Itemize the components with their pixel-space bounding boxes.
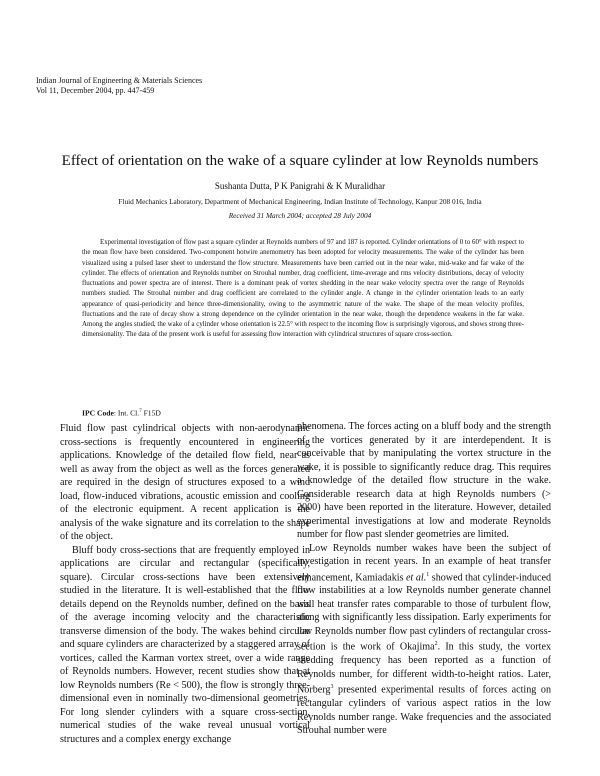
abstract: Experimental investigation of flow past a square cylinder at Reynolds numbers of 97 and 187 is reported. Cylinder orientations of 0 to 60° with respect to the mean flow have been considered. Two-component hotwire anemometry has been adopted for velocity measurements. The wake of the cylinder has been visualized using a pulsed laser sheet to understand the flow structure. Measurements have been carried out in the near wake, mid-wake and far wake of the cylinder. The effects of orientation and Reynolds number on Strouhal number, drag coefficient, time-average and rms velocity distributions, decay of velocity fluctuations and power spectra are of interest. There is a dominant peak of vortex shedding in the near wake velocity spectra over the range of Reynolds numbers studied. The Strouhal number and drag coefficient are correlated to the cylinder angle. A change in the cylinder orientation leads to an early appearance of quasi-periodicity and hence three-dimensionality, owing to the asymmetric nature of the wake. The shape of the mean velocity profiles, fluctuations and the rate of decay show a strong dependence on the cylinder orientation in the near wake, though the dependence weakens in the far wake. Among the angles studied, the wake of a cylinder whose orientation is 22.5° with respect to the incoming flow is surprisingly vigorous, and shows strong three-dimensionality. The data of the present work is useful for assessing flow interaction with cylindrical structures of square cross-section.	[82, 239, 524, 339]
citation-2: 2	[434, 641, 438, 648]
author-affiliation: Fluid Mechanics Laboratory, Department of Mechanical Engineering, Indian Institute of Technology, Kanpur 208 016, India	[118, 197, 482, 206]
ipc-label: IPC Code	[82, 408, 114, 418]
citation-3: 3	[330, 684, 334, 691]
ipc-superscript: 7	[139, 409, 142, 414]
journal-header	[36, 76, 202, 96]
text-run: Low Reynolds number wakes have been the subject of investigation in recent years. In an example of heat transfer enhancement, Kamiadakis	[297, 542, 551, 583]
ipc-code	[82, 407, 161, 418]
left-column	[60, 422, 310, 746]
journal-name: Indian Journal of Engineering & Materials Sciences	[36, 76, 203, 85]
journal-volume: Vol 11, December 2004, pp. 447-459	[36, 86, 155, 95]
citation-1: 1	[426, 571, 430, 578]
body-paragraph: phenomena. The forces acting on a bluff body and the strength of the vortices generated by it are interdependent. It is conceivable that by manipulating the vortex structure in the wake, it is possible to significantly reduce drag. This requires a knowledge of the detailed flow structure in the wake. Considerable research data at high Reynolds numbers (> 2000) have been reported in the literature. However, detailed experimental investigations at low and moderate Reynolds number for flow past slender geometries are limited.	[297, 421, 551, 540]
body-paragraph: Fluid flow past cylindrical objects with non-aerodynamic cross-sections is frequently encountered in engineering applications. Knowledge of the detailed flow field, near as well as away from the object as well as the forces generated are required in the design of structures exposed to a wind load, flow-induced vibrations, acoustic emission and cooling of the electronic equipment. A recent application is the analysis of the wake signature and its correlation to the shape of the object.	[60, 423, 310, 542]
et-al: et al.	[406, 571, 427, 583]
ipc-value: : Int. Cl.	[113, 408, 140, 418]
text-run: showed that cylinder-induced flow instabilities at a low Reynolds number generate channel wall heat transfer rates comparable to those of turbulent flow, along with significantly less dissipation. Early experiments for low Reynolds number flow past cylinders of rectangular cross-section is the work of Okajima	[297, 571, 551, 653]
right-column	[297, 420, 551, 738]
paper-authors: Sushanta Dutta, P K Panigrahi & K Muralidhar	[214, 181, 386, 191]
text-run: presented experimental results of forces acting on rectangular cylinders of various aspect ratios in the low Reynolds number range. Wake frequencies and the associated Strouhal number were	[297, 684, 551, 737]
body-paragraph: Bluff body cross-sections that are frequently employed in applications are circular and rectangular (specifically, square). Circular cross-sections have been extensively studied in the literature. It is well-established that the flow details depend on the Reynolds number, defined on the basis of the average incoming velocity and the characteristic transverse dimension of the body. The wakes behind circular and square cylinders are characterized by a staggered array of vortices, called the Karman vortex street, over a wide range of Reynolds numbers. However, recent studies show that at low Reynolds numbers (Re < 500), the flow is strongly three-dimensional even in nominally two-dimensional geometries. For long slender cylinders with a square cross-section, numerical studies of the wake reveal unusual vortical structures and a complex energy exchange	[60, 544, 310, 745]
ipc-tail: F15D	[141, 408, 161, 418]
text-run: . In this study, the vortex shedding frequency has been reported as a function of Reynolds number, for different width-to-height ratios. Later, Norberg	[297, 641, 551, 696]
received-dates: Received 31 March 2004; accepted 28 July 2004	[228, 211, 372, 220]
paper-title: Effect of orientation on the wake of a square cylinder at low Reynolds numbers	[61, 153, 539, 169]
body-paragraph	[297, 542, 551, 738]
